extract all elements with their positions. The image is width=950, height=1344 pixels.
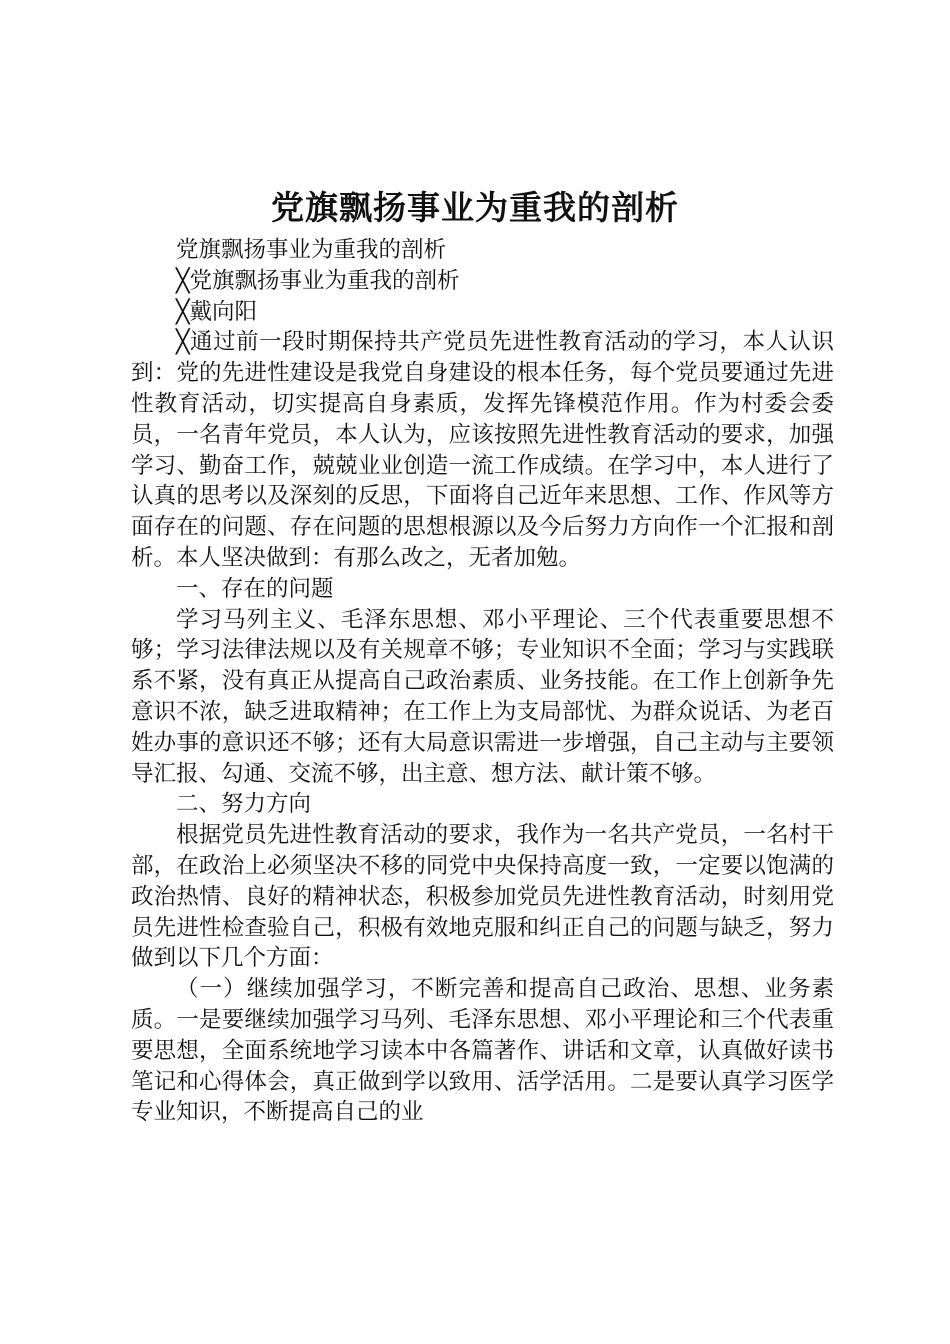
paragraph-subtitle: 党旗飘扬事业为重我的剖析: [176, 237, 447, 263]
document-title: 党旗飘扬事业为重我的剖析: [271, 188, 679, 227]
document-body: [131, 235, 834, 1128]
paragraph-intro: ╳通过前一段时期保持共产党员先进性教育活动的学习，本人认识到：党的先进性建设是我党自身建设的根本任务，每个党员要通过先进性教育活动，切实提高自身素质，发挥先锋模范作用。作为村委会委员，一名青年党员，本人认为，应该按照先进性教育活动的要求，加强学习、勤奋工作，兢兢业业创造一流工作成绩。在学习中，本人进行了认真的思考以及深刻的反思，下面将自己近年来思想、工作、作风等方面存在的问题、存在问题的思想根源以及今后努力方向作一个汇报和剖析。本人坚决做到：有那么改之，无者加勉。: [131, 329, 834, 571]
paragraph-problems: 学习马列主义、毛泽东思想、邓小平理论、三个代表重要思想不够；学习法律法规以及有关规章不够；专业知识不全面；学习与实践联系不紧，没有真正从提高自己政治素质、业务技能。在工作上创新争先意识不浓，缺乏进取精神；在工作上为支局部忧、为群众说话、为老百姓办事的意识还不够；还有大局意识需进一步增强，自己主动与主要领导汇报、勾通、交流不够，出主意、想方法、献计策不够。: [131, 606, 834, 787]
paragraph-direction: 根据党员先进性教育活动的要求，我作为一名共产党员，一名村干部，在政治上必须坚决不移的同党中央保持高度一致，一定要以饱满的政治热情、良好的精神状态，积极参加党员先进性教育活动，时刻用党员先进性检查验自己，积极有效地克服和纠正自己的问题与缺乏，努力做到以下几个方面：: [131, 822, 834, 972]
paragraph-author: ╳戴向阳: [176, 298, 258, 325]
section-heading-problems: 一、存在的问题: [176, 575, 334, 602]
section-heading-direction: 二、努力方向: [176, 791, 312, 818]
paragraph-study: （一）继续加强学习，不断完善和提高自己政治、思想、业务素质。一是要继续加强学习马列、毛泽东思想、邓小平理论和三个代表重要思想，全面系统地学习读本中各篇著作、讲话和文章，认真做好读书笔记和心得体会，真正做到学以致用、活学活用。二是要认真学习医学专业知识，不断提高自己的业: [131, 976, 834, 1126]
paragraph-heading-repeat: ╳党旗飘扬事业为重我的剖析: [176, 267, 460, 294]
